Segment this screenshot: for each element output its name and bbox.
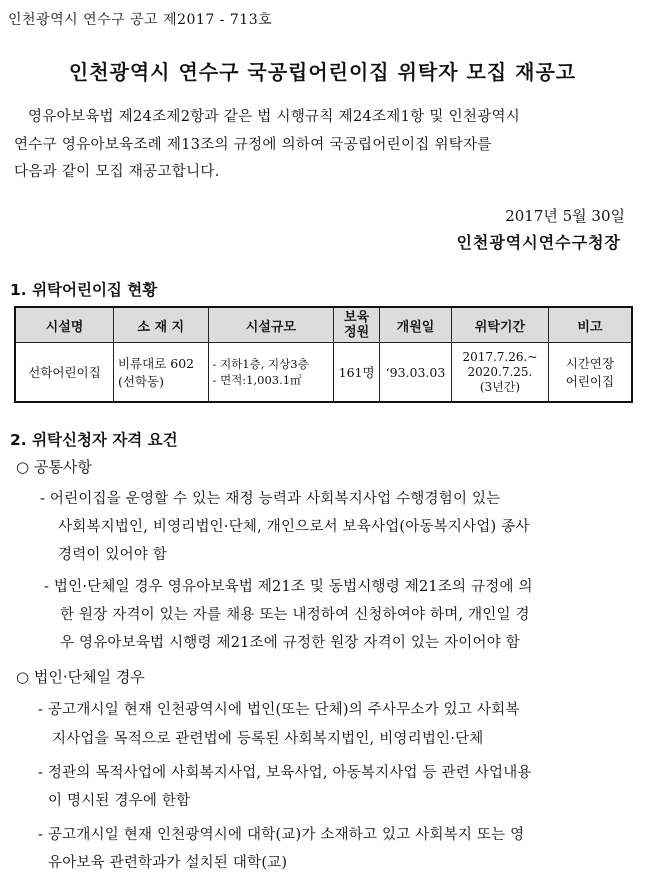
cell-address xyxy=(113,343,208,403)
corp-requirements-heading: ○ 법인·단체일 경우 xyxy=(16,668,145,686)
col-header-capacity xyxy=(334,307,380,343)
corp-item-1-line-2: 지사업을 목적으로 관련법에 등록된 사회복지법인, 비영리법인·단체 xyxy=(52,731,484,747)
col-header-note: 비고 xyxy=(548,307,632,343)
facility-table xyxy=(14,306,633,403)
common-item-1-line-3: 경력이 있어야 함 xyxy=(58,547,168,563)
notice-date: 2017년 5월 30일 xyxy=(505,207,625,225)
cell-capacity: 161명 xyxy=(334,343,380,403)
section-1-heading: 1. 위탁어린이집 현황 xyxy=(10,281,158,299)
cell-period-line-2: 2020.7.25. xyxy=(467,364,533,379)
col-header-opened: 개원일 xyxy=(380,307,452,343)
common-item-1-line-1: - 어린이집을 운영할 수 있는 재정 능력과 사회복지사업 수행경험이 있는 xyxy=(40,491,501,507)
table-row xyxy=(15,343,632,403)
cell-address-line-1: 비류대로 602 xyxy=(117,356,195,371)
cell-note xyxy=(548,343,632,403)
common-item-2-line-2: 한 원장 자격이 있는 자를 채용 또는 내정하여 신청하여야 하며, 개인일 경 xyxy=(60,607,530,623)
corp-item-3-line-2: 유아보육 관련학과가 설치된 대학(교) xyxy=(48,855,288,871)
intro-line-2: 연수구 영유아보육조례 제13조의 규정에 의하여 국공립어린이집 위탁자를 xyxy=(14,137,492,153)
table-header-row xyxy=(15,307,632,343)
cell-address-line-2: (선학동) xyxy=(117,374,164,389)
cell-period-line-3: (3년간) xyxy=(479,379,520,394)
col-header-name: 시설명 xyxy=(15,307,113,343)
col-header-capacity-text: 보육 정원 xyxy=(344,310,370,340)
common-item-2-line-1: - 법인·단체일 경우 영유아보육법 제21조 및 동법시행령 제21조의 규정에 의 xyxy=(44,579,533,595)
common-item-1-line-2: 사회복지법인, 비영리법인·단체, 개인으로서 보육사업(아동복지사업) 종사 xyxy=(58,519,530,535)
corp-item-3-line-1: - 공고개시일 현재 인천광역시에 대학(교)가 소재하고 있고 사회복지 또는 영 xyxy=(38,827,525,843)
issuing-office: 인천광역시연수구청장 xyxy=(456,233,621,252)
corp-item-2-line-2: 이 명시된 경우에 한함 xyxy=(48,793,191,809)
corp-item-1-line-1: - 공고개시일 현재 인천광역시에 법인(또는 단체)의 주사무소가 있고 사회복 xyxy=(38,702,520,718)
corp-item-2-line-1: - 정관의 목적사업에 사회복지사업, 보육사업, 아동복지사업 등 관련 사업내용 xyxy=(38,765,532,781)
cell-scale xyxy=(208,343,334,403)
notice-number: 인천광역시 연수구 공고 제2017 - 713호 xyxy=(8,12,273,28)
intro-line-1: 영유아보육법 제24조제2항과 같은 법 시행규칙 제24조제1항 및 인천광역시 xyxy=(28,109,521,125)
cell-period xyxy=(451,343,548,403)
cell-scale-line-1: - 지하1층, 지상3층 xyxy=(212,357,309,371)
cell-note-line-2: 어린이집 xyxy=(565,374,615,389)
cell-name: 선학어린이집 xyxy=(15,343,113,403)
section-2-heading: 2. 위탁신청자 자격 요건 xyxy=(10,431,178,449)
cell-period-line-1: 2017.7.26.~ xyxy=(462,349,538,364)
col-header-address: 소 재 지 xyxy=(113,307,208,343)
cell-note-line-1: 시간연장 xyxy=(565,356,615,371)
common-item-2-line-3: 우 영유아보육법 시행령 제21조에 규정한 원장 자격이 있는 자이어야 함 xyxy=(60,635,520,651)
cell-scale-line-2: - 면적:1,003.1㎡ xyxy=(212,373,302,387)
col-header-period: 위탁기간 xyxy=(451,307,548,343)
col-header-scale: 시설규모 xyxy=(208,307,334,343)
intro-line-3: 다음과 같이 모집 재공고합니다. xyxy=(14,164,220,180)
page-title: 인천광역시 연수구 국공립어린이집 위탁자 모집 재공고 xyxy=(68,60,577,84)
cell-opened: ‘93.03.03 xyxy=(380,343,452,403)
common-requirements-heading: ○ 공통사항 xyxy=(16,458,92,476)
